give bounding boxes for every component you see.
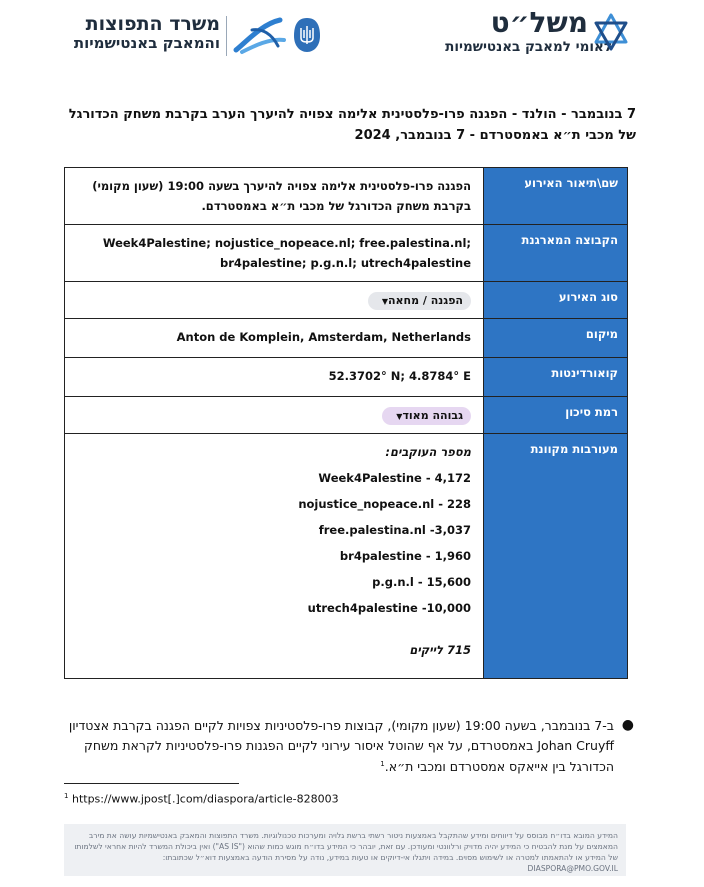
summary-text: ב-7 בנובמבר, בשעה 19:00 (שעון מקומי), קבוצות פרו-פלסטיניות צפויות לקיים הפגנה בקרבת אצטדיון Johan Cruyff באמסטרדם, על אף שהוטל איסור עירוני לקיים הפגנות פרו-פלסטיניות לקראת משחק הכדורגל בין אייאקס אמסטרדם ומכבי ת״א.: [68, 718, 614, 775]
ministry-name-line1: משרד התפוצות: [85, 13, 220, 35]
table-row: [65, 168, 628, 225]
risk-level-value: גבוהה מאוד: [402, 409, 463, 422]
mishlat-subtitle: לאומי למאבק באנטישמיות: [445, 39, 612, 55]
chevron-down-icon: ▼: [396, 412, 403, 421]
location-value: Anton de Komplein, Amsterdam, Netherlands: [176, 330, 471, 344]
follower-count: utrech4palestine -10,000: [307, 601, 471, 615]
footnote-ref[interactable]: 1: [380, 760, 385, 768]
bullet-icon: ●: [621, 717, 634, 733]
summary-bullet: [64, 716, 634, 777]
organizing-groups: Week4Palestine; nojustice_nopeace.nl; free.palestina.nl; br4palestine; p.g.n.l; utrech4palestine: [102, 236, 471, 270]
event-info-table: [64, 167, 628, 679]
event-type-dropdown[interactable]: [368, 292, 471, 310]
table-row: [65, 358, 628, 397]
table-row: [65, 397, 628, 434]
row-label: סוג האירוע: [484, 282, 628, 319]
table-row: [65, 319, 628, 358]
row-label: קואורדינטות: [484, 358, 628, 397]
follower-count: free.palestina.nl -3,037: [318, 523, 471, 537]
event-type-value: הפגנה / מחאה: [387, 294, 463, 307]
ministry-emblem-icon: [232, 16, 288, 56]
row-label: הקבוצה המארגנת: [484, 225, 628, 282]
online-engagement: [65, 434, 484, 679]
state-emblem-icon: [292, 16, 322, 54]
event-description: הפגנה פרו-פלסטינית אלימה צפויה להיערך בשעה 19:00 (שעון מקומי) בקרבת משחק הכדורגל של מכבי ת״א באמסטרדם.: [65, 168, 484, 225]
follower-count: br4palestine - 1,960: [339, 549, 471, 563]
footnote-link[interactable]: https://www.jpost[.]com/diaspora/article-828003: [71, 792, 339, 806]
star-of-david-icon: [592, 12, 630, 52]
coordinates-value: 52.3702° N; 4.8784° E: [328, 369, 471, 383]
logo-divider: [226, 16, 227, 56]
ministry-name-line2: והמאבק באנטישמיות: [73, 34, 220, 52]
row-label: שם\תיאור האירוע: [484, 168, 628, 225]
mishlat-title: משל״ט: [490, 6, 588, 39]
follower-count: nojustice_nopeace.nl - 228: [298, 497, 471, 511]
row-label: מעורבות מקוונת: [484, 434, 628, 679]
footnote: [64, 792, 339, 806]
mishlat-logo: [400, 6, 630, 58]
footnote-divider: [64, 783, 239, 784]
follower-count: p.g.n.l - 15,600: [372, 575, 471, 589]
document-title: 7 בנובמבר - הולנד - הפגנה פרו-פלסטינית אלימה צפויה להיערך הערב בקרבת משחק הכדורגל של מכבי ת״א באמסטרדם - 7 בנובמבר, 2024: [68, 107, 636, 143]
row-label: מיקום: [484, 319, 628, 358]
table-row: [65, 225, 628, 282]
likes-count: 715 לייקים: [409, 643, 471, 657]
footnote-number: 1: [64, 792, 69, 800]
follower-count: Week4Palestine - 4,172: [318, 471, 471, 485]
followers-caption: מספר העוקבים:: [385, 445, 471, 459]
disclaimer: המידע המובא בדו״ח מבוסס על דיווחים ומידע שהתקבל באמצעות ניטור רשתי ברשת גלויה ומערכות טכנולוגיות. משרד התפוצות והמאבק באנטישמיות עושה את מירב המאמצים על מנת להבטיח כי המידע יהיה מדויק ורלוונטי ומעודכן. עם זאת, יובהר כי המידע בדו״ח מוגש כמות שהוא ("AS IS") ואין ביכולת המשרד להיות אחראי לשלמותו של המידע או להתאמתו למטרה או לשימוש מסוים. במידה ויתגלו אי-דיוקים או טעות במידע, נודה על מסירת הודעה באמצעות דוא״ל שכתובתו: DIASPORA@PMO.GOV.IL: [64, 824, 626, 876]
chevron-down-icon: ▼: [381, 297, 388, 306]
table-row: [65, 434, 628, 679]
row-label: רמת סיכון: [484, 397, 628, 434]
ministry-logo: [70, 12, 340, 60]
table-row: [65, 282, 628, 319]
risk-level-dropdown[interactable]: [382, 407, 471, 425]
